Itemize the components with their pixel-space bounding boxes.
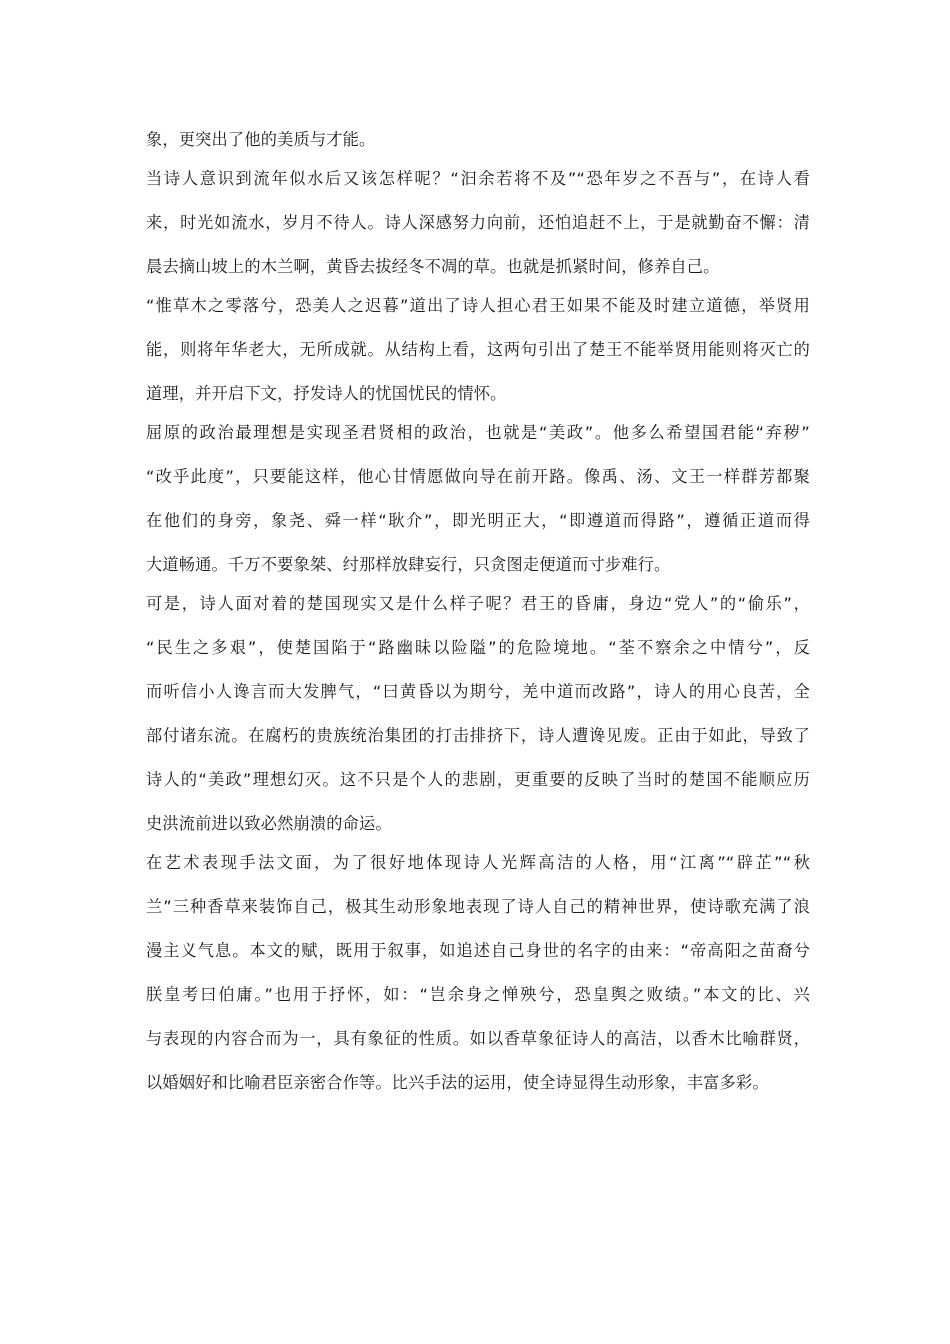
paragraph-6 [146,841,810,1105]
text-line: 而听信小人谗言而大发脾气，“曰黄昏以为期兮，羌中道而改路”，诗人的用心良苦，全 [146,682,810,701]
paragraph-1 [146,118,810,162]
text-line: 屈原的政治最理想是实现圣君贤相的政治，也就是“美政”。他多么希望国君能“弃秽” [146,423,810,442]
text-line: 与表现的内容合而为一，具有象征的性质。如以香草象征诗人的高洁，以香木比喻群贤， [146,1029,810,1048]
text-line: 部付诸东流。在腐朽的贵族统治集团的打击排挤下，诗人遭谗见废。正由于如此，导致了 [146,726,810,745]
paragraph-2 [146,157,810,289]
text-line: 朕皇考曰伯庸。”也用于抒怀，如：“岂余身之惮殃兮，恐皇舆之败绩。”本文的比、兴 [146,985,810,1004]
text-line: 诗人的“美政”理想幻灭。这不只是个人的悲剧，更重要的反映了当时的楚国不能顺应历 [146,770,810,789]
text-line: 大道畅通。千万不要象桀、纣那样放肆妄行，只贪图走便道而寸步难行。 [146,555,671,574]
text-line: 漫主义气息。本文的赋，既用于叙事，如追述自己身世的名字的由来：“帝高阳之苗裔兮 [146,941,810,960]
text-line: 道理，并开启下文，抒发诗人的忧国忧民的情怀。 [146,384,507,403]
text-line: “改乎此度”，只要能这样，他心甘情愿做向导在前开路。像禹、汤、文王一样群芳都聚 [146,467,810,486]
text-line: 象，更突出了他的美质与才能。 [146,130,376,149]
text-line: 史洪流前进以致必然崩溃的命运。 [146,814,392,833]
text-line: 来，时光如流水，岁月不待人。诗人深感努力向前，还怕追赶不上，于是就勤奋不懈：清 [146,213,810,232]
paragraph-4 [146,411,810,587]
paragraph-3 [146,284,810,416]
text-line: 在他们的身旁，象尧、舜一样“耿介”，即光明正大，“即遵道而得路”，遵循正道而得 [146,511,810,530]
text-line: 以婚姻好和比喻君臣亲密合作等。比兴手法的运用，使全诗显得生动形象，丰富多彩。 [146,1073,769,1092]
text-line: 当诗人意识到流年似水后又该怎样呢？“汩余若将不及”“恐年岁之不吾与”，在诗人看 [146,169,810,188]
text-line: “民生之多艰”，使楚国陷于“路幽昧以险隘”的危险境地。“荃不察余之中情兮”，反 [146,638,810,657]
text-line: “惟草木之零落兮，恐美人之迟暮”道出了诗人担心君王如果不能及时建立道德，举贤用 [146,296,810,315]
text-line: 在艺术表现手法文面，为了很好地体现诗人光辉高洁的人格，用“江离”“辟芷”“秋 [146,853,810,872]
document-body [146,118,810,1105]
text-line: 能，则将年华老大，无所成就。从结构上看，这两句引出了楚王不能举贤用能则将灭亡的 [146,340,810,359]
paragraph-5 [146,582,810,846]
text-line: 晨去摘山坡上的木兰啊，黄昏去拔经冬不凋的草。也就是抓紧时间，修养自己。 [146,257,720,276]
text-line: 可是，诗人面对着的楚国现实又是什么样子呢？君王的昏庸，身边“党人”的“偷乐”， [146,594,810,613]
text-line: 兰”三种香草来装饰自己，极其生动形象地表现了诗人自己的精神世界，使诗歌充满了浪 [146,897,810,916]
